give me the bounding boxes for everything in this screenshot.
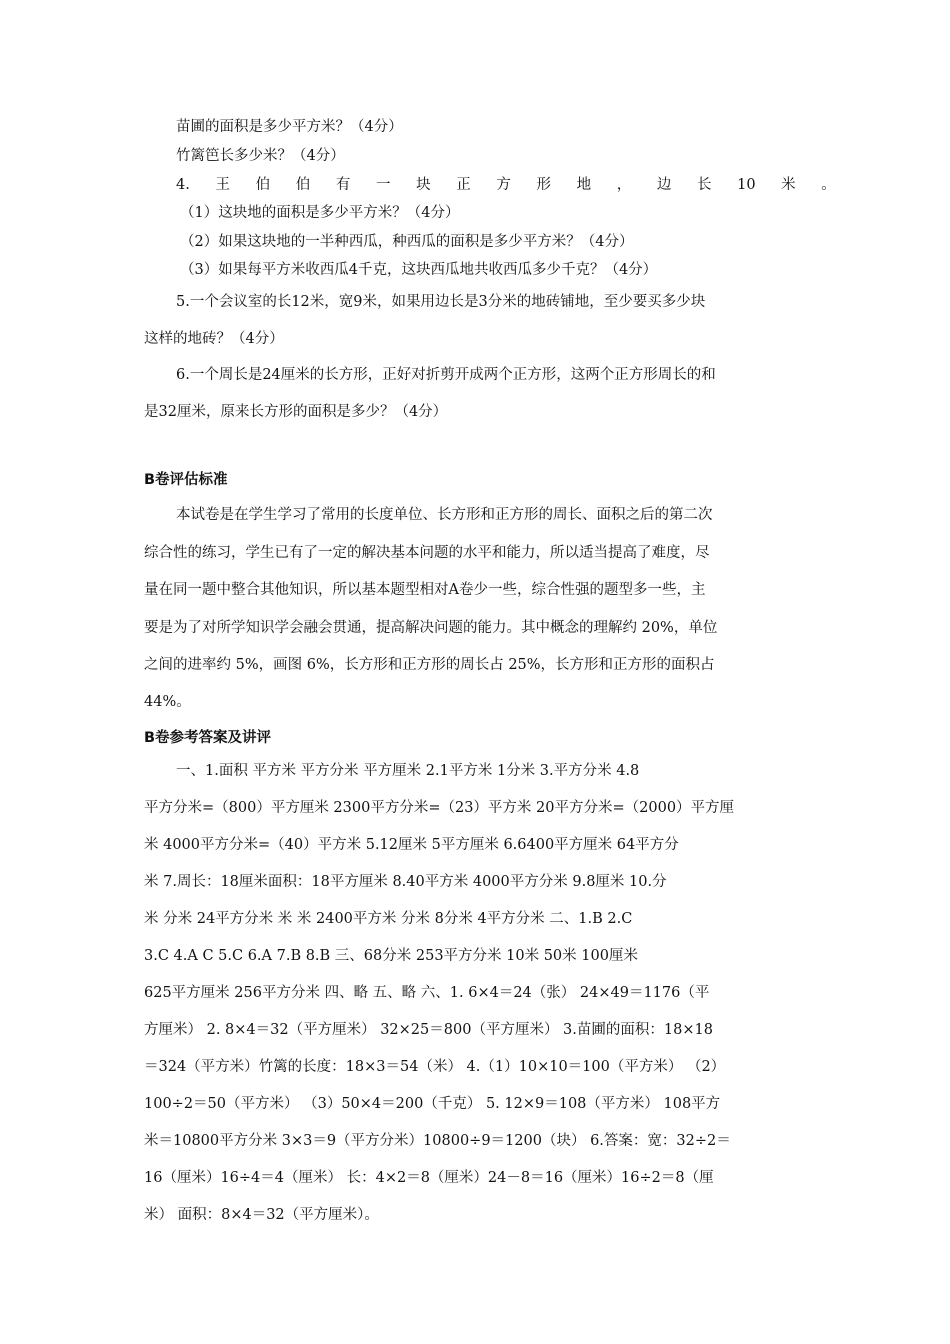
q4-char: 米 — [781, 177, 796, 193]
eval-paragraph-line: 量在同一题中整合其他知识，所以基本题型相对A卷少一些，综合性强的题型多一些，主 — [144, 582, 706, 598]
q4-char: 10 — [737, 177, 756, 193]
q4-char: 方 — [496, 177, 511, 193]
q4-stem — [176, 175, 836, 195]
q4-sub-2: （2）如果这块地的一半种西瓜，种西瓜的面积是多少平方米？（4分） — [180, 234, 634, 250]
answer-heading: B卷参考答案及讲评 — [144, 730, 272, 746]
q3-fence-question: 竹篱笆长多少米？（4分） — [176, 148, 345, 164]
q4-char: 块 — [416, 177, 431, 193]
eval-paragraph-line: 之间的进率约 5%，画图 6%，长方形和正方形的周长占 25%，长方形和正方形的面积占 — [144, 657, 715, 673]
q4-char: 伯 — [295, 177, 311, 193]
answer-line: 16（厘米）16÷4＝4（厘米） 长：4×2＝8（厘米）24－8＝16（厘米）16÷2＝8（厘 — [144, 1170, 714, 1186]
q4-char: 地 — [576, 177, 592, 193]
answer-line: 米 4000平方分米=（40）平方米 5.12厘米 5平方厘米 6.6400平方厘米 64平方分 — [144, 837, 679, 853]
q4-sub-1: （1）这块地的面积是多少平方米？（4分） — [180, 205, 460, 221]
answer-line: 米＝10800平方分米 3×3＝9（平方分米）10800÷9＝1200（块） 6.答案：宽：32÷2＝ — [144, 1133, 731, 1149]
q4-char: 边 — [656, 177, 672, 193]
q5-line-2: 这样的地砖？（4分） — [144, 331, 284, 347]
q4-char: ， — [616, 177, 632, 193]
answer-line: 一、1.面积 平方米 平方分米 平方厘米 2.1平方米 1分米 3.平方分米 4.8 — [176, 763, 640, 779]
q4-char: 。 — [821, 177, 836, 193]
answer-line: 平方分米=（800）平方厘米 2300平方分米=（23）平方米 20平方分米=（2000）平方厘 — [144, 800, 735, 816]
answer-line: 3.C 4.A C 5.C 6.A 7.B 8.B 三、68分米 253平方分米 10米 50米 100厘米 — [144, 948, 638, 964]
q6-line-2: 是32厘米，原来长方形的面积是多少？（4分） — [144, 404, 448, 420]
answer-line: 米 分米 24平方分米 米 米 2400平方米 分米 8分米 4平方分米 二、1.B 2.C — [144, 911, 633, 927]
answer-line: 625平方厘米 256平方分米 四、略 五、略 六、1. 6×4＝24（张） 24×49＝1176（平 — [144, 985, 710, 1001]
q4-char: 正 — [456, 177, 471, 193]
q4-char: 一 — [375, 177, 391, 193]
q6-line-1: 6.一个周长是24厘米的长方形，正好对折剪开成两个正方形，这两个正方形周长的和 — [176, 367, 716, 383]
answer-line: 方厘米） 2. 8×4＝32（平方厘米） 32×25＝800（平方厘米） 3.苗圃的面积：18×18 — [144, 1022, 713, 1038]
q4-char: 4. — [176, 177, 190, 193]
answer-line: 米 7.周长：18厘米面积：18平方厘米 8.40平方米 4000平方分米 9.8厘米 10.分 — [144, 874, 667, 890]
eval-paragraph-line: 44%。 — [144, 694, 191, 710]
q4-char: 伯 — [255, 177, 271, 193]
answer-line: ＝324（平方米）竹篱的长度：18×3＝54（米） 4.（1）10×10＝100（平方米） （2） — [144, 1059, 726, 1075]
answer-line: 米） 面积：8×4＝32（平方厘米）。 — [144, 1207, 379, 1223]
answer-line: 100÷2＝50（平方米） （3）50×4＝200（千克） 5. 12×9＝108（平方米） 108平方 — [144, 1096, 721, 1112]
q4-sub-3: （3）如果每平方米收西瓜4千克，这块西瓜地共收西瓜多少千克？（4分） — [180, 262, 658, 278]
q3-area-question: 苗圃的面积是多少平方米？（4分） — [176, 119, 403, 135]
q5-line-1: 5.一个会议室的长12米，宽9米，如果用边长是3分米的地砖铺地，至少要买多少块 — [176, 294, 706, 310]
q4-char: 形 — [536, 177, 551, 193]
eval-paragraph-line: 本试卷是在学生学习了常用的长度单位、长方形和正方形的周长、面积之后的第二次 — [176, 507, 713, 523]
q4-char: 有 — [335, 177, 351, 193]
q4-char: 长 — [696, 177, 712, 193]
eval-paragraph-line: 要是为了对所学知识学会融会贯通，提高解决问题的能力。其中概念的理解约 20%，单位 — [144, 620, 718, 636]
q4-char: 王 — [215, 177, 230, 193]
eval-paragraph-line: 综合性的练习，学生已有了一定的解决基本问题的水平和能力，所以适当提高了难度，尽 — [144, 545, 710, 561]
eval-heading: B卷评估标准 — [144, 472, 228, 488]
